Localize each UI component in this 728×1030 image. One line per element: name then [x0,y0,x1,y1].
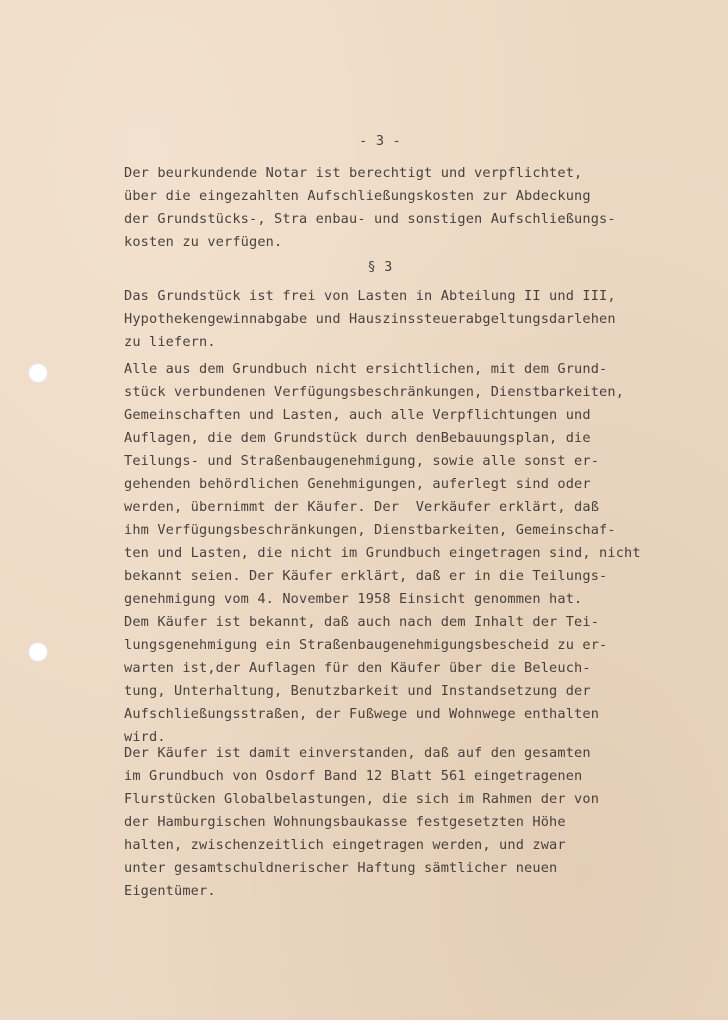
punch-hole-top [28,363,48,383]
text-line: stück verbundenen Verfügungsbeschränkungen, Dienstbarkeiten, [124,384,625,400]
text-line: Alle aus dem Grundbuch nicht ersichtlichen, mit dem Grund- [124,361,608,377]
text-line: Hypothekengewinnabgabe und Hauszinssteuerabgeltungsdarlehen [124,311,616,327]
text-line: wird. [124,729,166,745]
text-line: Teilungs- und Straßenbaugenehmigung, sowie alle sonst er- [124,453,600,469]
text-line: bekannt seien. Der Käufer erklärt, daß er in die Teilungs- [124,568,608,584]
text-line: kosten zu verfügen. [124,234,283,250]
punch-hole-bottom [28,642,48,662]
text-line: halten, zwischenzeitlich eingetragen werden, und zwar [124,837,566,853]
text-line: zu liefern. [124,334,216,350]
text-line: Eigentümer. [124,883,216,899]
text-line: Das Grundstück ist frei von Lasten in Abteilung II und III, [124,288,616,304]
text-line: werden, übernimmt der Käufer. Der Verkäufer erklärt, daß [124,499,600,515]
text-line: Auflagen, die dem Grundstück durch denBebauungsplan, die [124,430,591,446]
text-line: genehmigung vom 4. November 1958 Einsicht genommen hat. [124,591,583,607]
page-number: - 3 - [359,133,401,149]
text-line: Aufschließungsstraßen, der Fußwege und Wohnwege enthalten [124,706,600,722]
text-line: Dem Käufer ist bekannt, daß auch nach dem Inhalt der Tei- [124,614,600,630]
text-line: gehenden behördlichen Genehmigungen, auferlegt sind oder [124,476,591,492]
text-line: ihm Verfügungsbeschränkungen, Dienstbarkeiten, Gemeinschaf- [124,522,616,538]
text-line: der Hamburgischen Wohnungsbaukasse festgesetzten Höhe [124,814,566,830]
text-line: ten und Lasten, die nicht im Grundbuch eingetragen sind, nicht [124,545,641,561]
text-line: lungsgenehmigung ein Straßenbaugenehmigungsbescheid zu er- [124,637,608,653]
text-line: unter gesamtschuldnerischer Haftung sämtlicher neuen [124,860,558,876]
section-heading: § 3 [367,259,393,275]
text-line: über die eingezahlten Aufschließungskosten zur Abdeckung [124,188,591,204]
text-line: Flurstücken Globalbelastungen, die sich im Rahmen der von [124,791,600,807]
text-line: Gemeinschaften und Lasten, auch alle Verpflichtungen und [124,407,591,423]
text-line: Der Käufer ist damit einverstanden, daß auf den gesamten [124,745,591,761]
text-line: tung, Unterhaltung, Benutzbarkeit und Instandsetzung der [124,683,591,699]
text-line: Der beurkundende Notar ist berechtigt und verpflichtet, [124,165,583,181]
text-line: der Grundstücks-, Stra enbau- und sonstigen Aufschließungs- [124,211,616,227]
text-line: warten ist,der Auflagen für den Käufer über die Beleuch- [124,660,591,676]
text-line: im Grundbuch von Osdorf Band 12 Blatt 561 eingetragenen [124,768,583,784]
scan-border [0,1020,728,1030]
